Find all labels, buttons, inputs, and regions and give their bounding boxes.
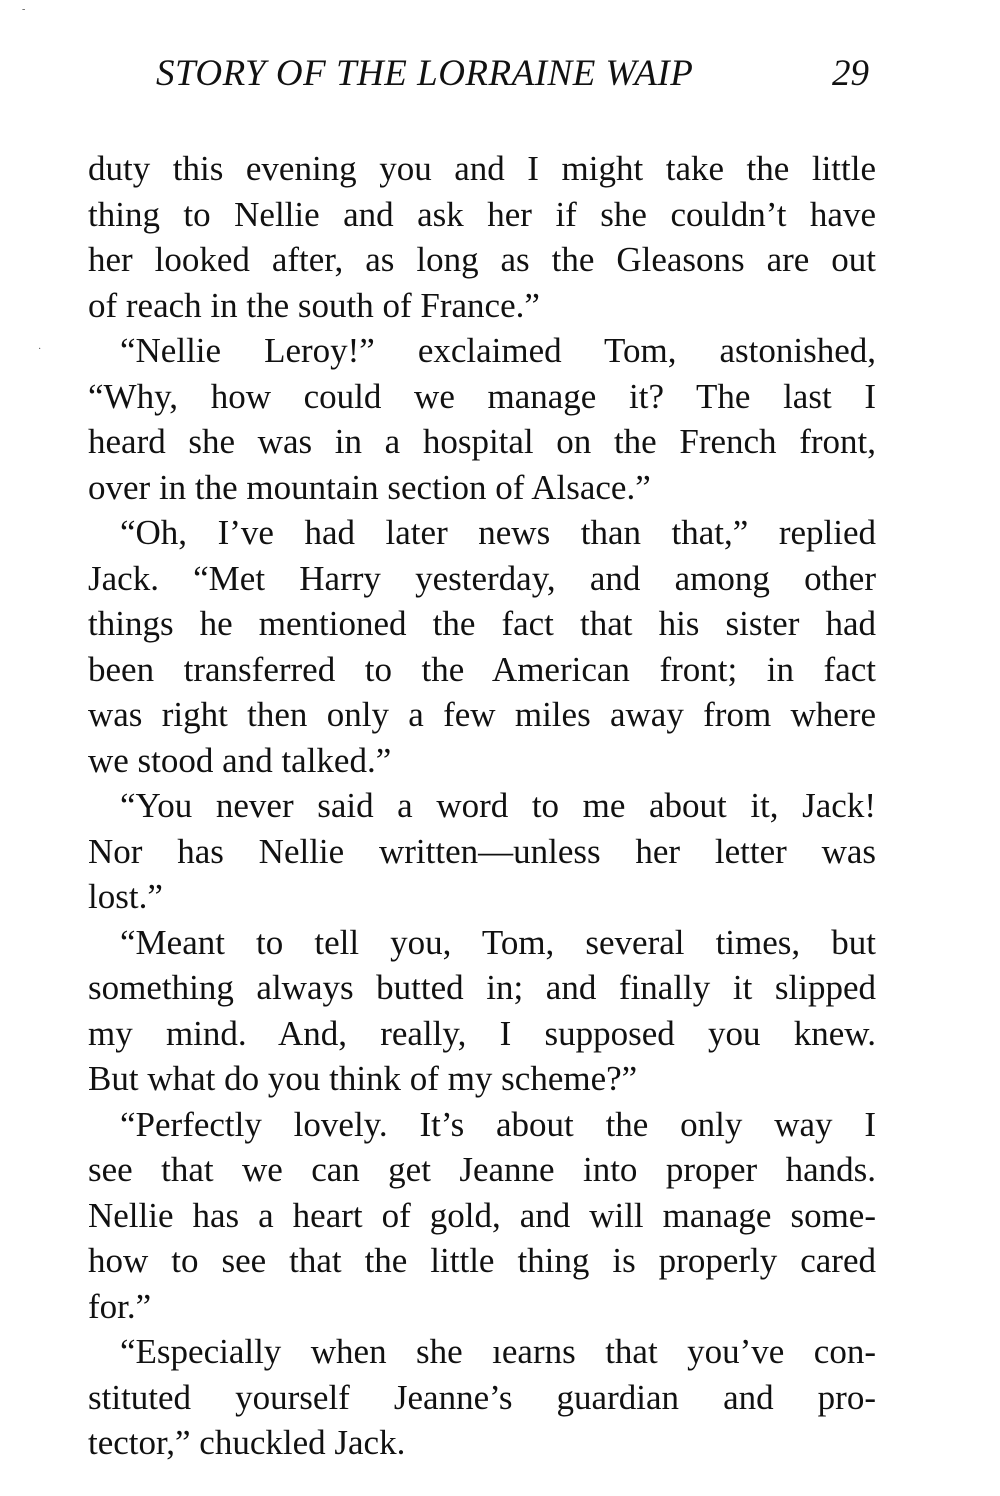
text-line: Jack. “Met Harry yesterday, and among other: [88, 558, 876, 598]
text-line: her looked after, as long as the Gleasons are out: [88, 240, 876, 279]
text-line: “Oh, I’ve had later news than that,” replied: [120, 513, 876, 552]
text-line: duty this evening you and I might take the little: [88, 149, 876, 188]
text-line: over in the mountain section of Alsace.”: [88, 467, 651, 507]
text-line: But what do you think of my scheme?”: [88, 1059, 638, 1098]
text-line: “Meant to tell you, Tom, several times, but: [120, 922, 876, 962]
text-line: how to see that the little thing is properly cared: [88, 1241, 876, 1280]
text-line: “You never said a word to me about it, Jack!: [120, 786, 876, 825]
running-header: [0, 52, 1000, 102]
text-line: “Perfectly lovely. It’s about the only way I: [120, 1104, 876, 1144]
text-line: we stood and talked.”: [88, 740, 392, 780]
text-line: something always butted in; and finally it slipped: [88, 968, 876, 1007]
text-line: my mind. And, really, I supposed you knew.: [88, 1013, 876, 1053]
text-line: see that we can get Jeanne into proper hands.: [88, 1150, 876, 1189]
text-line: for.”: [88, 1286, 152, 1326]
text-line: of reach in the south of France.”: [88, 285, 540, 325]
text-line: “Why, how could we manage it? The last I: [88, 376, 876, 416]
text-line: Nellie has a heart of gold, and will manage some-: [88, 1195, 876, 1235]
text-line: was right then only a few miles away from where: [88, 695, 876, 734]
text-line: “Nellie Leroy!” exclaimed Tom, astonished,: [120, 331, 876, 370]
text-line: been transferred to the American front; in fact: [88, 649, 876, 689]
page-number: 29: [832, 53, 869, 94]
text-line: lost.”: [88, 877, 163, 916]
scan-speck: ·: [38, 344, 42, 355]
text-line: “Especially when she ıearns that you’ve con-: [120, 1332, 876, 1371]
text-line: stituted yourself Jeanne’s guardian and pro-: [88, 1377, 876, 1417]
scan-speck: -: [22, 4, 26, 15]
text-line: Nor has Nellie written—unless her letter was: [88, 831, 876, 871]
body-text: [88, 146, 876, 1466]
running-title: STORY OF THE LORRAINE WAIP: [156, 53, 694, 94]
text-line: tector,” chuckled Jack.: [88, 1423, 406, 1462]
text-line: thing to Nellie and ask her if she couldn’t have: [88, 194, 876, 234]
text-line: heard she was in a hospital on the French front,: [88, 422, 876, 461]
text-line: things he mentioned the fact that his sister had: [88, 604, 876, 643]
